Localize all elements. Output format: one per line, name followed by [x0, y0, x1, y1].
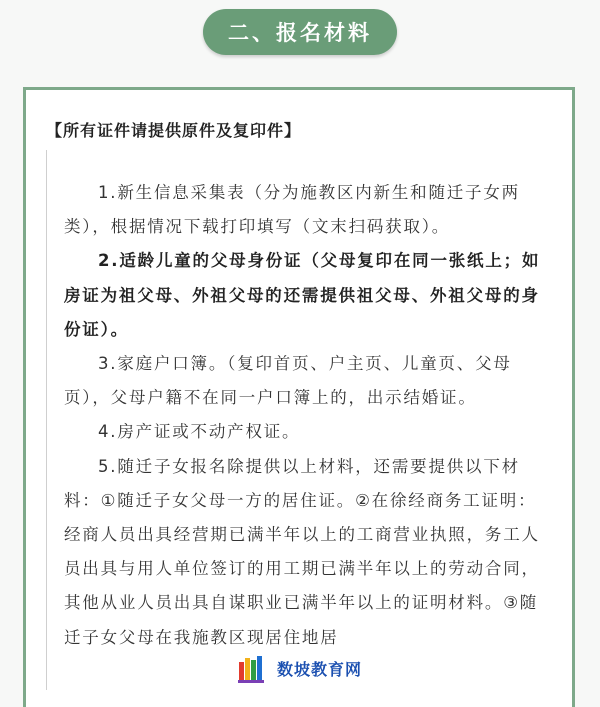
watermark-text: 数坡教育网 [277, 659, 363, 679]
material-item-5: 5.随迁子女报名除提供以上材料，还需要提供以下材料：①随迁子女父母一方的居住证。②在徐经商务工证明：经商人员出具经营期已满半年以上的工商营业执照，务工人员出具与用人单位签订的用工期已满半年以上的劳动合同，其他从业人员出具自谋职业已满半年以上的证明材料。③随迁子女父母在我施教区现居住地居 [64, 456, 540, 647]
material-item-1: 1.新生信息采集表（分为施教区内新生和随迁子女两类），根据情况下载打印填写（文末扫码获取）。 [64, 183, 520, 237]
material-item-2: 2.适龄儿童的父母身份证（父母复印在同一张纸上；如房证为祖父母、外祖父母的还需提供祖父母、外祖父母的身份证）。 [64, 251, 541, 339]
books-logo-icon [237, 652, 269, 684]
section-title-pill [203, 9, 397, 55]
materials-list [64, 176, 544, 655]
watermark [237, 652, 362, 684]
card-heading: 【所有证件请提供原件及复印件】 [46, 121, 302, 140]
material-item-3: 3.家庭户口簿。（复印首页、户主页、儿童页、父母页），父母户籍不在同一户口簿上的，出示结婚证。 [64, 354, 512, 408]
material-item-4: 4.房产证或不动产权证。 [98, 422, 301, 442]
section-title: 二、报名材料 [228, 21, 372, 45]
quote-rule [46, 150, 47, 690]
